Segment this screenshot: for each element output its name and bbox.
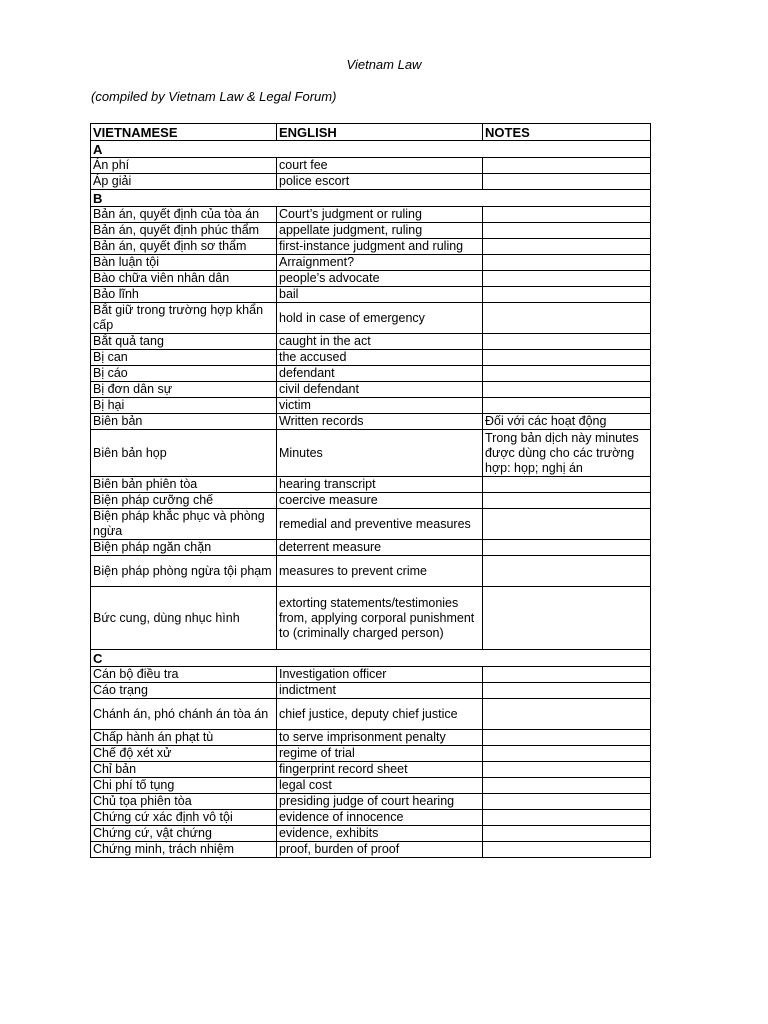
section-letter-row	[91, 650, 651, 667]
cell-vietnamese: Biện pháp ngăn chặn	[91, 540, 277, 556]
cell-english: Court’s judgment or ruling	[277, 207, 483, 223]
cell-english: first-instance judgment and ruling	[277, 239, 483, 255]
cell-english: coercive measure	[277, 493, 483, 509]
header-notes: NOTES	[483, 124, 651, 141]
cell-english: defendant	[277, 366, 483, 382]
cell-notes	[483, 826, 651, 842]
cell-notes	[483, 366, 651, 382]
table-row	[91, 350, 651, 366]
cell-english: legal cost	[277, 778, 483, 794]
cell-notes	[483, 746, 651, 762]
table-row	[91, 382, 651, 398]
cell-vietnamese: Chủ tọa phiên tòa	[91, 794, 277, 810]
cell-notes: Trong bản dịch này minutes được dùng cho các trường hợp: họp; nghị án	[483, 430, 651, 477]
cell-english: bail	[277, 287, 483, 303]
table-row	[91, 430, 651, 477]
cell-english: civil defendant	[277, 382, 483, 398]
cell-vietnamese: Bắt quả tang	[91, 334, 277, 350]
cell-vietnamese: Cáo trạng	[91, 683, 277, 699]
cell-vietnamese: Bị can	[91, 350, 277, 366]
cell-vietnamese: Bản án, quyết định sơ thẩm	[91, 239, 277, 255]
table-row	[91, 746, 651, 762]
cell-vietnamese: Chấp hành án phạt tù	[91, 730, 277, 746]
table-row	[91, 477, 651, 493]
cell-notes	[483, 271, 651, 287]
cell-notes	[483, 255, 651, 271]
table-row	[91, 587, 651, 650]
table-row	[91, 414, 651, 430]
cell-english: to serve imprisonment penalty	[277, 730, 483, 746]
cell-notes	[483, 334, 651, 350]
cell-vietnamese: Biên bản phiên tòa	[91, 477, 277, 493]
cell-vietnamese: Bảo lĩnh	[91, 287, 277, 303]
table-row	[91, 699, 651, 730]
cell-vietnamese: Biện pháp phòng ngừa tội phạm	[91, 556, 277, 587]
cell-english: presiding judge of court hearing	[277, 794, 483, 810]
cell-notes	[483, 842, 651, 858]
cell-english: Written records	[277, 414, 483, 430]
cell-english: indictment	[277, 683, 483, 699]
cell-vietnamese: Biện pháp khắc phục và phòng ngừa	[91, 509, 277, 540]
cell-notes	[483, 667, 651, 683]
table-row	[91, 287, 651, 303]
cell-notes	[483, 174, 651, 190]
cell-vietnamese: Áp giải	[91, 174, 277, 190]
cell-vietnamese: Chứng minh, trách nhiệm	[91, 842, 277, 858]
table-row	[91, 334, 651, 350]
glossary-body	[91, 141, 651, 858]
cell-vietnamese: Bức cung, dùng nhục hình	[91, 587, 277, 650]
cell-english: police escort	[277, 174, 483, 190]
document-title: Vietnam Law	[346, 57, 422, 72]
table-row	[91, 174, 651, 190]
cell-notes	[483, 382, 651, 398]
cell-notes	[483, 398, 651, 414]
cell-notes	[483, 207, 651, 223]
cell-notes	[483, 699, 651, 730]
section-letter-row	[91, 190, 651, 207]
table-row	[91, 223, 651, 239]
cell-english: the accused	[277, 350, 483, 366]
table-row	[91, 683, 651, 699]
table-row	[91, 762, 651, 778]
table-row	[91, 810, 651, 826]
cell-english: people’s advocate	[277, 271, 483, 287]
cell-vietnamese: Chánh án, phó chánh án tòa án	[91, 699, 277, 730]
cell-notes	[483, 762, 651, 778]
table-row	[91, 271, 651, 287]
cell-notes	[483, 158, 651, 174]
header-vietnamese: VIETNAMESE	[91, 124, 277, 141]
table-row	[91, 730, 651, 746]
cell-notes	[483, 493, 651, 509]
section-letter: B	[91, 190, 651, 207]
table-row	[91, 366, 651, 382]
cell-english: court fee	[277, 158, 483, 174]
table-row	[91, 207, 651, 223]
glossary-table	[90, 123, 651, 858]
cell-english: measures to prevent crime	[277, 556, 483, 587]
cell-vietnamese: Án phí	[91, 158, 277, 174]
cell-notes	[483, 239, 651, 255]
cell-english: hold in case of emergency	[277, 303, 483, 334]
cell-vietnamese: Chứng cứ, vật chứng	[91, 826, 277, 842]
cell-notes	[483, 730, 651, 746]
cell-notes	[483, 540, 651, 556]
cell-vietnamese: Cán bộ điều tra	[91, 667, 277, 683]
cell-vietnamese: Bắt giữ trong trường hợp khẩn cấp	[91, 303, 277, 334]
table-row	[91, 239, 651, 255]
cell-english: appellate judgment, ruling	[277, 223, 483, 239]
cell-vietnamese: Chi phí tố tụng	[91, 778, 277, 794]
table-row	[91, 158, 651, 174]
header-english: ENGLISH	[277, 124, 483, 141]
cell-vietnamese: Bào chữa viên nhân dân	[91, 271, 277, 287]
cell-notes: Đối với các hoạt động	[483, 414, 651, 430]
table-row	[91, 556, 651, 587]
section-letter: C	[91, 650, 651, 667]
table-row	[91, 509, 651, 540]
cell-vietnamese: Bản án, quyết định phúc thẩm	[91, 223, 277, 239]
cell-vietnamese: Bản án, quyết định của tòa án	[91, 207, 277, 223]
cell-notes	[483, 556, 651, 587]
cell-notes	[483, 778, 651, 794]
cell-english: hearing transcript	[277, 477, 483, 493]
table-row	[91, 794, 651, 810]
cell-notes	[483, 683, 651, 699]
cell-vietnamese: Bị đơn dân sự	[91, 382, 277, 398]
table-row	[91, 303, 651, 334]
table-row	[91, 667, 651, 683]
cell-english: extorting statements/testimonies from, applying corporal punishment to (criminally charged person)	[277, 587, 483, 650]
cell-english: proof, burden of proof	[277, 842, 483, 858]
cell-vietnamese: Chế độ xét xử	[91, 746, 277, 762]
cell-vietnamese: Biên bản	[91, 414, 277, 430]
table-row	[91, 540, 651, 556]
cell-english: victim	[277, 398, 483, 414]
cell-english: evidence of innocence	[277, 810, 483, 826]
cell-notes	[483, 810, 651, 826]
cell-vietnamese: Bị hại	[91, 398, 277, 414]
cell-notes	[483, 587, 651, 650]
section-letter-row	[91, 141, 651, 158]
cell-english: Arraignment?	[277, 255, 483, 271]
cell-notes	[483, 794, 651, 810]
section-letter: A	[91, 141, 651, 158]
cell-english: evidence, exhibits	[277, 826, 483, 842]
table-row	[91, 842, 651, 858]
cell-english: deterrent measure	[277, 540, 483, 556]
cell-notes	[483, 350, 651, 366]
cell-notes	[483, 477, 651, 493]
table-row	[91, 493, 651, 509]
cell-notes	[483, 303, 651, 334]
cell-vietnamese: Biên bản họp	[91, 430, 277, 477]
cell-english: caught in the act	[277, 334, 483, 350]
cell-vietnamese: Bàn luận tội	[91, 255, 277, 271]
cell-vietnamese: Chỉ bản	[91, 762, 277, 778]
cell-notes	[483, 223, 651, 239]
table-row	[91, 255, 651, 271]
table-row	[91, 778, 651, 794]
table-header-row	[91, 124, 651, 141]
cell-notes	[483, 287, 651, 303]
table-row	[91, 826, 651, 842]
cell-vietnamese: Biện pháp cưỡng chế	[91, 493, 277, 509]
table-row	[91, 398, 651, 414]
cell-vietnamese: Chứng cứ xác định vô tội	[91, 810, 277, 826]
cell-vietnamese: Bị cáo	[91, 366, 277, 382]
cell-english: Minutes	[277, 430, 483, 477]
cell-english: Investigation officer	[277, 667, 483, 683]
cell-english: chief justice, deputy chief justice	[277, 699, 483, 730]
cell-english: regime of trial	[277, 746, 483, 762]
cell-english: fingerprint record sheet	[277, 762, 483, 778]
cell-notes	[483, 509, 651, 540]
document-subtitle: (compiled by Vietnam Law & Legal Forum)	[91, 89, 337, 104]
cell-english: remedial and preventive measures	[277, 509, 483, 540]
